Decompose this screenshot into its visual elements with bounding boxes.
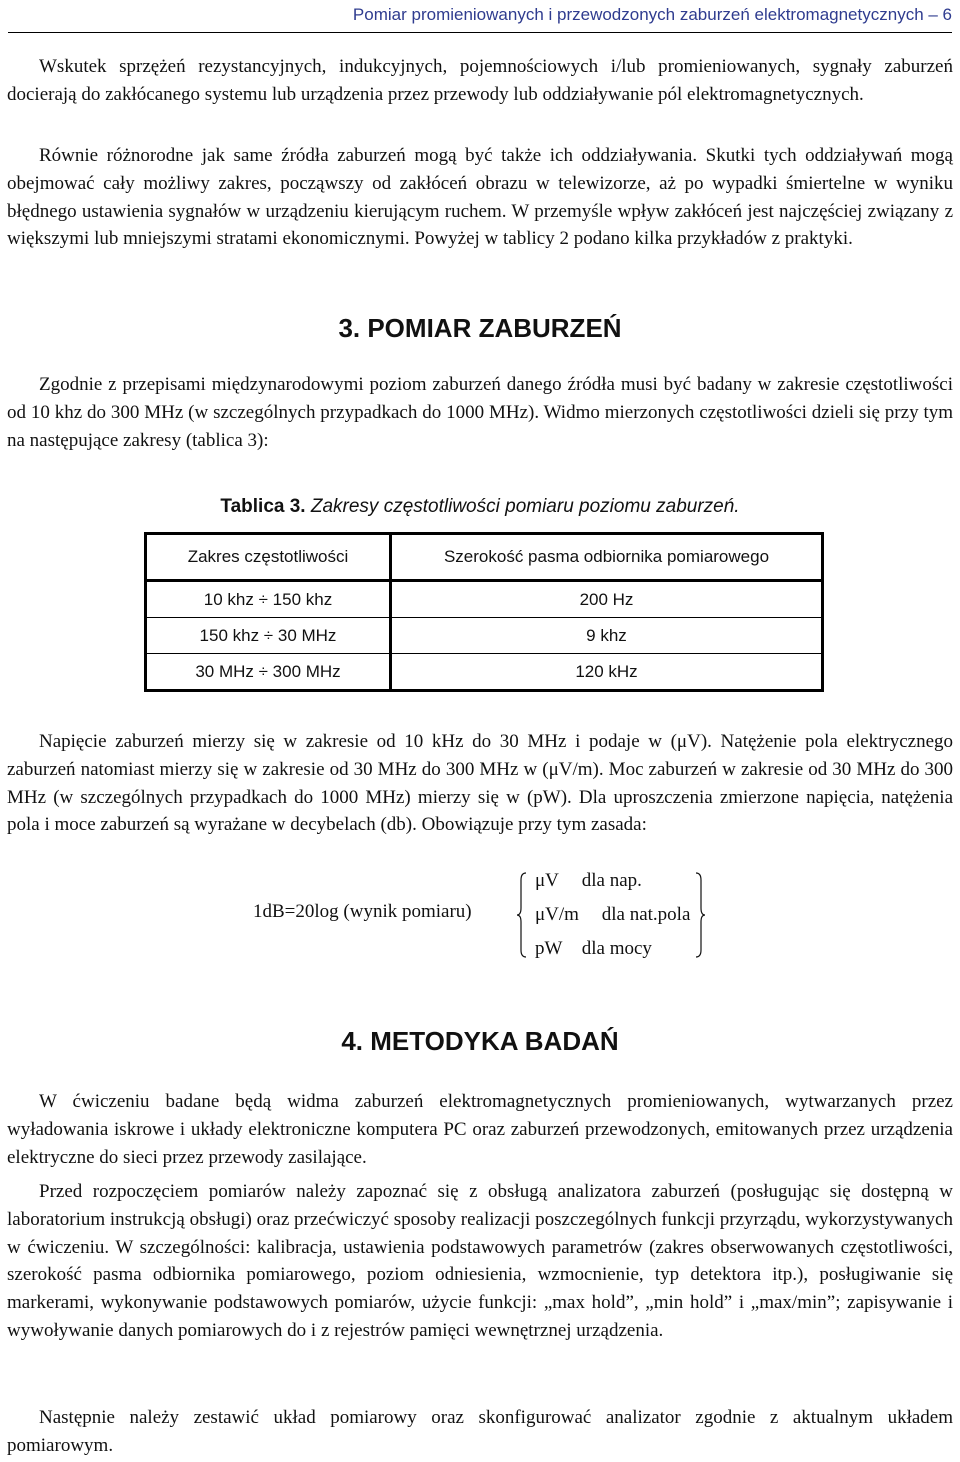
section-title: 3. POMIAR ZABURZEŃ bbox=[338, 313, 622, 343]
table-header-cell: Zakres częstotliwości bbox=[146, 534, 391, 581]
paragraph-text: Wskutek sprzężeń rezystancyjnych, indukcyjnych, pojemnościowych i/lub promieniowanych, sygnały zaburzeń docierają do zakłócanego systemu lub urządzenia przez przewody lub oddziaływanie pól elektromagnetycznych. bbox=[7, 56, 953, 105]
paragraph-setup bbox=[7, 1404, 953, 1460]
formula-desc: dla mocy bbox=[581, 938, 652, 959]
table-caption-label: Tablica 3. bbox=[220, 496, 306, 517]
table-header-cell: Szerokość pasma odbiornika pomiarowego bbox=[391, 534, 823, 581]
left-brace-icon bbox=[517, 872, 527, 958]
paragraph-couplings bbox=[7, 53, 953, 109]
decibel-formula bbox=[253, 866, 733, 966]
section-heading-3 bbox=[7, 313, 953, 344]
table-cell: 10 khz ÷ 150 khz bbox=[146, 581, 391, 618]
formula-option bbox=[535, 870, 642, 892]
formula-unit: μV/m bbox=[535, 904, 579, 925]
paragraph-text: Zgodnie z przepisami międzynarodowymi poziom zaburzeń danego źródła musi być badany w zakresie częstotliwości od 10 khz do 300 MHz (w szczególnych przypadkach do 1000 MHz). Widmo mierzonych częstotliwości dzieli się przy tym na następujące zakresy (tablica 3): bbox=[7, 374, 953, 451]
formula-lhs: 1dB=20log (wynik pomiaru) bbox=[253, 901, 472, 922]
paragraph-text: Przed rozpoczęciem pomiarów należy zapoznać się z obsługą analizatora zaburzeń (posługując się dostępną w laboratorium instrukcją obsługi) oraz przećwiczyć sposoby realizacji poszczególnych funkcji przyrządu, wykorzystywanych w ćwiczeniu. W szczególności: kalibracja, ustawienia podstawowych parametrów (zakres obserwowanych częstotliwości, szerokość pasma odbiornika pomiarowego, poziom odniesienia, wzmocnienie, typ detektora itp.), posługiwanie się markerami, wykonywanie podstawowych pomiarów, użycie funkcji: „max hold”, „min hold” i „max/min”; zapisywanie i wywoływanie danych pomiarowych do i z rejestrów pamięci wewnętrznej urządzenia. bbox=[7, 1181, 953, 1341]
paragraph-text: W ćwiczeniu badane będą widma zaburzeń elektromagnetycznych promieniowanych, wytwarzanych przez wyładowania iskrowe i układy elektroniczne komputera PC oraz zaburzeń przewodzonych, emitowanych przez urządzenia elektryczne do sieci przez przewody zasilające. bbox=[7, 1091, 953, 1168]
table-row bbox=[146, 618, 823, 654]
table-caption-title: Zakresy częstotliwości pomiaru poziomu zaburzeń. bbox=[310, 496, 740, 517]
table-caption bbox=[7, 496, 953, 518]
paragraph-regulations bbox=[7, 371, 953, 454]
table-header-row bbox=[146, 534, 823, 581]
table-row bbox=[146, 654, 823, 691]
paragraph-text: Napięcie zaburzeń mierzy się w zakresie od 10 kHz do 30 MHz i podaje w (μV). Natężenie pola elektrycznego zaburzeń natomiast mierzy się w zakresie od 30 MHz do 300 MHz w (μV/m). Moc zaburzeń w zakresie od 30 MHz do 300 MHz (w szczególnych przypadkach do 1000 MHz) mierzy się w (pW). Dla uproszczenia zmierzone napięcia, natężenia pola i moce zaburzeń są wyrażane w decybelach (db). Obowiązuje przy tym zasada: bbox=[7, 731, 953, 836]
formula-desc: dla nat.pola bbox=[601, 904, 691, 925]
formula-unit: pW bbox=[535, 938, 563, 959]
section-title: 4. METODYKA BADAŃ bbox=[341, 1026, 619, 1056]
table-cell: 150 khz ÷ 30 MHz bbox=[146, 618, 391, 654]
paragraph-text: Równie różnorodne jak same źródła zaburzeń mogą być także ich oddziaływania. Skutki tych oddziaływań mogą obejmować cały możliwy zakres, począwszy od zakłóceń obrazu w telewizorze, aż po wypadki śmiertelne w wyniku błędnego ustawienia sygnałów w urządzeniu kierującym ruchem. W przemyśle wpływ zakłóceń jest najczęściej związany z większymi lub mniejszymi stratami ekonomicznymi. Powyżej w tablicy 2 podano kilka przykładów z praktyki. bbox=[7, 145, 953, 250]
paragraph-units bbox=[7, 728, 953, 839]
table-cell: 200 Hz bbox=[391, 581, 823, 618]
header-text: Pomiar promieniowanych i przewodzonych zaburzeń elektromagnetycznych – 6 bbox=[352, 5, 952, 24]
table-cell: 30 MHz ÷ 300 MHz bbox=[146, 654, 391, 691]
running-header bbox=[8, 2, 952, 33]
formula-option bbox=[535, 938, 652, 960]
table-cell: 9 khz bbox=[391, 618, 823, 654]
table-cell: 120 kHz bbox=[575, 661, 638, 681]
formula-desc: dla nap. bbox=[581, 870, 642, 891]
paragraph-spectra bbox=[7, 1088, 953, 1171]
section-heading-4 bbox=[7, 1026, 953, 1057]
paragraph-effects bbox=[7, 142, 953, 253]
formula-unit: μV bbox=[535, 870, 559, 891]
table-row bbox=[146, 581, 823, 618]
frequency-ranges-table bbox=[144, 532, 824, 692]
paragraph-text: Następnie należy zestawić układ pomiarowy oraz skonfigurować analizator zgodnie z aktualnym układem pomiarowym. bbox=[7, 1407, 953, 1456]
paragraph-analyzer bbox=[7, 1178, 953, 1345]
formula-option bbox=[535, 904, 690, 926]
right-brace-icon bbox=[695, 872, 705, 958]
